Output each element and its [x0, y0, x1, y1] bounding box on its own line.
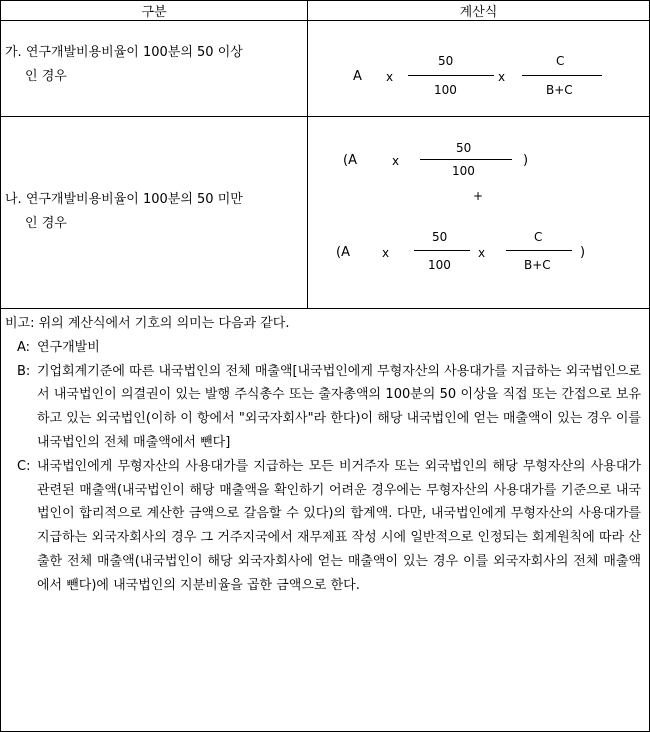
- formula-cell: [308, 117, 650, 309]
- row-label-line2: 인 경우: [25, 216, 67, 231]
- fraction-bar: [506, 250, 572, 251]
- symbol-definition: 기업회계기준에 따른 내국법인의 전체 매출액[내국법인에게 무형자산의 사용대가를 지급하는 외국법인으로서 내국법인이 의결권이 있는 발행 주식총수 또는 출자총액의 100분의 50 이상을 직접 또는 간접으로 보유하고 있는 외국법인(이하 이 항에서 "외국자회사"라 한다)이 해당 내국법인에 얻는 매출액이 있는 경우 이를 내국법인의 전체 매출액에서 뺀다]: [37, 363, 641, 450]
- row-label: [1, 117, 308, 309]
- notes-cell: [1, 309, 650, 732]
- formula-open: (A: [336, 245, 350, 260]
- formula-operator: x: [382, 246, 390, 260]
- formula-close: ): [580, 245, 586, 260]
- symbol-definition: 내국법인에게 무형자산의 사용대가를 지급하는 모든 비거주자 또는 외국법인의 해당 무형자산의 사용대가 관련된 매출액(내국법인이 해당 매출액을 확인하기 어려운 경우에는 무형자산의 사용대가를 기준으로 내국법인이 합리적으로 계산한 금액으로 갈음할 수 있다)의 합계액. 다만, 내국법인에게 무형자산의 사용대가를 지급하는 외국자회사의 경우 그 거주지국에서 재무제표 작성 시에 일반적으로 인정되는 회계원칙에 따라 산출한 전체 매출액(내국법인이 해당 외국자회사에 얻는 매출액이 있는 경우 이를 외국자회사의 전체 매출액에서 뺀다)에 내국법인의 지분비율을 곱한 금액으로 한다.: [37, 458, 641, 593]
- formula-numerator: 50: [432, 230, 448, 244]
- row-label-line2: 인 경우: [25, 69, 67, 84]
- table-row: [1, 117, 650, 309]
- formula-operator: x: [392, 154, 400, 168]
- formula-denominator: 100: [428, 258, 451, 272]
- formula-operator: x: [478, 246, 486, 260]
- formula-denominator: B+C: [524, 258, 551, 272]
- header-category: 구분: [1, 1, 308, 21]
- formula-plus: +: [473, 189, 484, 203]
- formula-numerator: 50: [456, 141, 472, 155]
- formula-operator: x: [498, 70, 506, 84]
- symbol-definition: 연구개발비: [37, 339, 100, 355]
- list-item: [5, 455, 641, 598]
- list-item: [5, 360, 641, 455]
- table-row: [1, 21, 650, 117]
- formula-denominator: B+C: [546, 83, 573, 97]
- fraction-bar: [408, 75, 494, 76]
- row-label: [1, 21, 308, 117]
- formula-numerator: 50: [438, 54, 454, 68]
- formula-numerator: C: [534, 230, 543, 244]
- fraction-bar: [522, 75, 602, 76]
- header-row: [1, 1, 650, 21]
- formula-denominator: 100: [452, 164, 475, 178]
- fraction-bar: [414, 250, 470, 251]
- fraction-bar: [420, 159, 512, 160]
- formula-open: (A: [343, 153, 357, 168]
- formula-term: A: [353, 69, 362, 84]
- formula-close: ): [523, 153, 529, 168]
- symbol-key: B:: [17, 363, 31, 379]
- symbol-key: C:: [17, 458, 31, 474]
- notes-row: [1, 309, 650, 732]
- row-label-line1: 나. 연구개발비용비율이 100분의 50 미만: [5, 192, 243, 207]
- symbol-key: A:: [17, 339, 31, 355]
- formula-numerator: C: [556, 54, 565, 68]
- list-item: [5, 336, 641, 360]
- notes-intro: 비고: 위의 계산식에서 기호의 의미는 다음과 같다.: [5, 316, 290, 331]
- header-formula: 계산식: [308, 1, 650, 21]
- formula-cell: [308, 21, 650, 117]
- row-label-line1: 가. 연구개발비용비율이 100분의 50 이상: [5, 45, 243, 60]
- formula-operator: x: [386, 70, 394, 84]
- formula-denominator: 100: [434, 83, 457, 97]
